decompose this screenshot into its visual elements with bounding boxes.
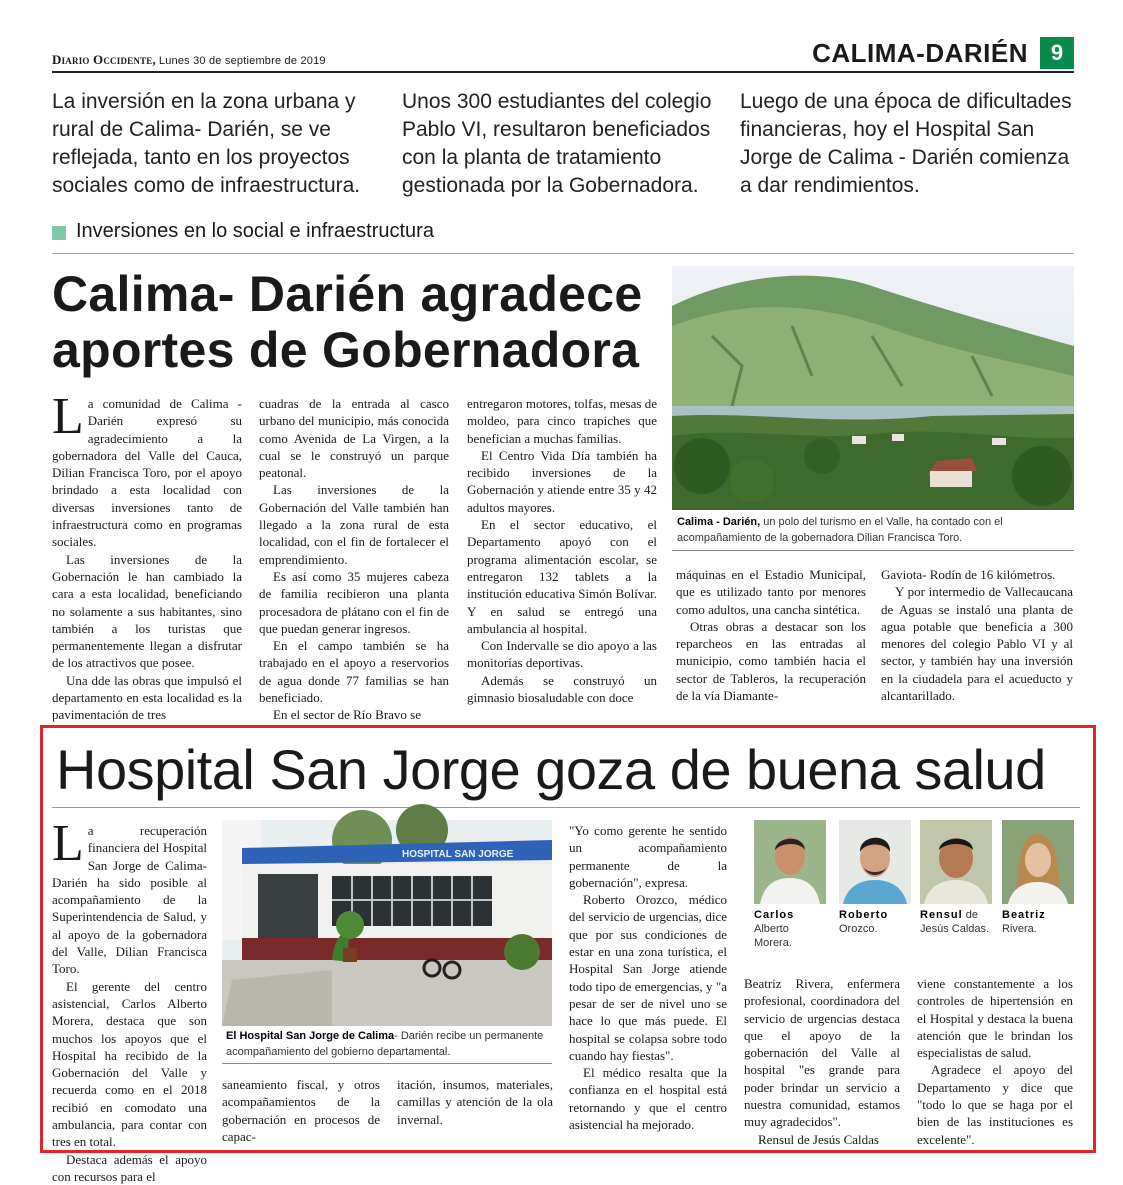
teaser-1: La inversión en la zona urbana y rural de Calima- Darién, se ve reflejada, tanto en los proyectos sociales como de infraestructura.: [52, 90, 361, 197]
paragraph: Destaca además el apoyo con recursos para el: [52, 1151, 207, 1184]
article1-column-5: [881, 566, 1073, 717]
article1-column-1: [52, 388, 242, 723]
paragraph: Rensul de Jesús Caldas: [758, 1131, 879, 1147]
paragraph: a comunidad de Calima - Darién expresó su agradecimiento a la gobernadora del Valle del Cauca, Dilian Francisca Toro, por el apoyo brindado a esta localidad con diversas inversiones tanto de infraestructura como en programas sociales.: [52, 396, 242, 550]
paragraph: El gerente del centro asistencial, Carlos Alberto Morera, destaca que son muchos los apoyos que el Hospital ha recibido de la Gobernación del Valle y recuerda como en el 2018 recibió en comodato una ambulancia, para contar con tres en total.: [52, 978, 207, 1150]
paragraph: viene constantemente a los controles de hipertensión en el Hospital y destaca la buena atención que le brindan los especialistas de salud.: [917, 976, 1073, 1061]
paragraph: Agradece el apoyo del Departamento y dice que "todo lo que se haga por el bien de las instituciones es excelente".: [917, 1062, 1073, 1147]
caption-text: - Darién recibe un permanente acompañamiento del gobierno departamental.: [226, 1030, 544, 1058]
portrait-photo: [754, 820, 826, 904]
portrait-caption: [839, 908, 911, 936]
paragraph: En el sector educativo, el Departamento apoyó con el programa alimentación escolar, se entregaron 132 tablets a la institución educativa Simón Bolívar. Y en salud se entregó una ambulancia al hospital.: [467, 517, 657, 636]
paragraph: Una dde las obras que impulsó el departamento en esta localidad es la pavimentación de tres: [52, 672, 242, 723]
portrait-name-rest: Orozco.: [839, 923, 878, 935]
teaser-3: Luego de una época de dificultades financieras, hoy el Hospital San Jorge de Calima - Darién comienza a dar rendimientos.: [740, 90, 1072, 197]
person-portrait-image: [1002, 820, 1074, 904]
section-title: CALIMA-DARIÉN: [812, 38, 1028, 68]
portrait-photo: [839, 820, 911, 904]
paragraph: Gaviota- Rodín de 16 kilómetros.: [881, 567, 1056, 582]
article1-headline: Calima- Darién agradece aportes de Gobernadora: [52, 266, 643, 378]
kicker: Inversiones en lo social e infraestructura: [76, 220, 434, 242]
caption-bold: El Hospital San Jorge de Calima: [226, 1030, 395, 1042]
paragraph: entregaron motores, tolfas, mesas de moldeo, para cinco trapiches que benefician a muchas familias.: [467, 396, 657, 446]
paragraph: Además se construyó un gimnasio biosaludable con doce: [467, 672, 657, 706]
paragraph: itación, insumos, materiales, camillas y atención de la ola invernal.: [397, 1077, 553, 1127]
drop-cap: L: [52, 815, 84, 872]
article2-column-1: [52, 815, 207, 1184]
kicker-rule: [52, 253, 1074, 254]
teaser-2: Unos 300 estudiantes del colegio Pablo VI, resultaron beneficiados con la planta de tratamiento gestionada por la Gobernadora.: [402, 90, 712, 197]
paragraph: En el sector de Río Bravo se: [273, 707, 422, 723]
person-portrait-image: [920, 820, 992, 904]
paragraph: En el campo también se ha trabajado en el apoyo a reservorios de agua donde 77 familias se han beneficiado.: [259, 638, 449, 706]
caption-rule: [672, 550, 1074, 551]
paragraph: Y por intermedio de Vallecaucana de Aguas se instaló una planta de agua potable que beneficia a 300 menores del colegio Pablo VI y al sector, y también hay una inversión en la ciudadela para el acueducto y alcantarillado.: [881, 584, 1073, 704]
portrait-caption: [920, 908, 992, 936]
caption-text: un polo del turismo en el Valle, ha contado con el acompañamiento de la gobernadora Dilian Francisca Toro.: [677, 516, 1003, 544]
issue-date: Lunes 30 de septiembre de 2019: [158, 55, 326, 67]
page-number: 9: [1040, 37, 1074, 69]
paragraph: Otras obras a destacar son los reparcheos en las entradas al municipio, como también hacia el sector de Tableros, la recuperación de la vía Diamante-: [676, 618, 866, 704]
person-portrait-image: [754, 820, 826, 904]
article2-column-2: [222, 1076, 380, 1144]
paragraph: cuadras de la entrada al casco urbano del municipio, más conocida como Avenida de La Virgen, a la cual se le construyó un parque peatonal.: [259, 396, 449, 481]
article2-column-6: [917, 975, 1073, 1147]
paragraph: Roberto Orozco, médico del servicio de urgencias, dice que por sus condiciones de estar en una zona turística, el Hospital San Jorge atiende todo tipo de emergencias, y "a pesar de ser de nivel uno se hace lo que más puede. El hospital se colapsa sobre todo cuando hay fiestas".: [569, 892, 727, 1063]
article1-column-3: [467, 395, 657, 717]
portrait-name: Rensul: [920, 909, 963, 921]
headline-rule: [52, 807, 1080, 808]
masthead: [52, 52, 326, 68]
paragraph: máquinas en el Estadio Municipal, que es utilizado tanto por menores como adultos, una cancha sintética.: [676, 567, 866, 617]
portrait-name-rest: de Jesús Caldas.: [920, 909, 990, 935]
newspaper-name: Diario Occidente,: [52, 52, 156, 67]
valley-landscape-image: [672, 266, 1074, 510]
drop-cap: L: [52, 388, 84, 445]
paragraph: Las inversiones de la Gobernación del Valle también han llegado a la zona rural de esta localidad, con el fin de fortalecer el emprendimiento.: [259, 482, 449, 567]
paragraph: Con Indervalle se dio apoyo a las monitorías deportivas.: [467, 638, 657, 671]
portrait-caption: [1002, 908, 1074, 936]
header-rule: [52, 71, 1074, 73]
article2-column-5: [744, 975, 900, 1147]
article2-column-4: [569, 822, 727, 1133]
caption-bold: Calima - Darién,: [677, 516, 761, 528]
portrait-caption: [754, 908, 826, 950]
person-portrait-image: [839, 820, 911, 904]
portrait-name: Beatriz: [1002, 909, 1046, 921]
article1-photo: [672, 266, 1074, 510]
article1-photo-caption: [677, 514, 1077, 546]
building-sign: HOSPITAL SAN JORGE: [402, 849, 514, 860]
portrait-photo: [1002, 820, 1074, 904]
paragraph: Es así como 35 mujeres cabeza de familia recibieron una planta procesadora de plátano con el fin de que puedan generar ingresos.: [259, 568, 449, 636]
article1-column-2: [259, 395, 449, 723]
article2-column-3: [397, 1076, 553, 1126]
caption-rule: [222, 1063, 552, 1064]
paragraph: El Centro Vida Día también ha recibido inversiones de la Gobernación y atiende entre 35 y 42 adultos mayores.: [467, 447, 657, 515]
paragraph: Beatriz Rivera, enfermera profesional, coordinadora del servicio de urgencias destaca que el apoyo de la gobernación del Valle al hospital "es grande para poder brindar un servicio a nuestra comunidad, estamos muy agradecidos".: [744, 976, 900, 1130]
portrait-name: Roberto: [839, 909, 889, 921]
portrait-photo: [920, 820, 992, 904]
paragraph: a recuperación financiera del Hospital San Jorge de Calima- Darién ha sido posible al acompañamiento de la Superintendencia de Salud, y al apoyo de la gobernadora del Valle, Dilian Francisca Toro.: [52, 823, 207, 977]
portrait-name: Carlos: [754, 909, 795, 921]
article2-photo: [222, 820, 552, 1026]
paragraph: El médico resalta que la confianza en el hospital está retornando y que el centro asistencial ha mejorado.: [569, 1065, 727, 1133]
kicker-square-icon: [52, 226, 66, 240]
paragraph: "Yo como gerente he sentido un acompañamiento permanente de la gobernación", expresa.: [569, 823, 727, 890]
article1-column-4: [676, 566, 866, 717]
portrait-name-rest: Alberto Morera.: [754, 923, 792, 949]
portrait-name-rest: Rivera.: [1002, 923, 1037, 935]
paragraph: saneamiento fiscal, y otros acompañamientos de la gobernación en procesos de capac-: [222, 1077, 380, 1144]
hospital-building-image: [222, 820, 552, 1026]
article2-headline: Hospital San Jorge goza de buena salud: [56, 738, 1046, 801]
article2-photo-caption: [226, 1028, 556, 1060]
paragraph: Las inversiones de la Gobernación le han cambiado la cara a esta localidad, beneficiando no solamente a sus habitantes, sino también a los turistas que permanentemente llegan a disfrutar de los atractivos que posee.: [52, 551, 242, 671]
